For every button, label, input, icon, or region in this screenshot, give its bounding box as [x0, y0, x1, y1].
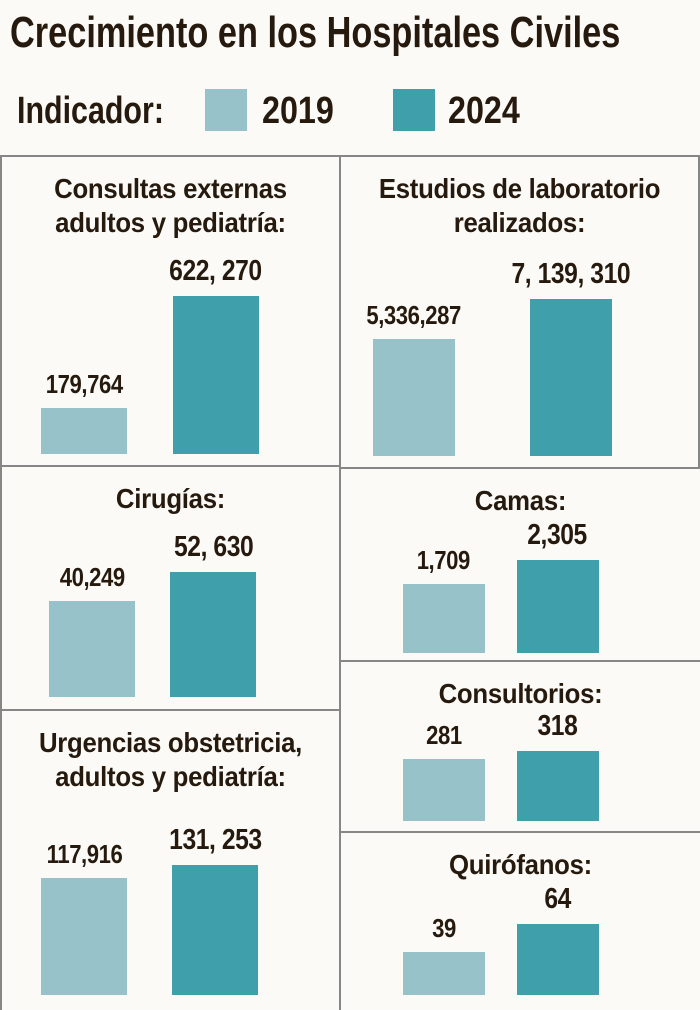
panel-title-line: Cirugías: — [115, 483, 226, 515]
panel-urgencias — [2, 711, 339, 1010]
bar-2024 — [517, 751, 599, 821]
bar-group-2024 — [517, 710, 599, 821]
panel-title — [355, 469, 685, 518]
bar-group-2024 — [167, 531, 260, 697]
left-column — [2, 157, 341, 1010]
bar-2024 — [517, 560, 599, 653]
bar-2024 — [170, 572, 256, 697]
bar-group-2019 — [49, 562, 135, 697]
panel-quirofanos — [341, 833, 700, 1010]
bar-group-2024 — [517, 519, 599, 653]
bars — [341, 883, 700, 995]
bar-2019 — [41, 878, 127, 995]
legend-year-2024: 2024 — [448, 90, 520, 132]
bar-value-2019: 179,764 — [45, 369, 123, 400]
bar-2019 — [403, 759, 485, 821]
bar-group-2019 — [40, 839, 129, 995]
bar-value-2019: 39 — [431, 912, 456, 943]
bar-group-2024 — [517, 883, 599, 995]
bar-2019 — [49, 601, 135, 697]
panel-title-line: Consultorios: — [438, 677, 603, 709]
bar-value-2024: 622, 270 — [169, 255, 263, 288]
panel-title — [15, 711, 325, 794]
panel-camas — [341, 469, 700, 662]
panel-title-line: adultos y pediatría: — [55, 207, 286, 239]
bar-value-2024: 7, 139, 310 — [511, 258, 631, 291]
panel-title-line: Quirófanos: — [449, 849, 592, 881]
bars — [2, 255, 339, 454]
bar-value-2019: 40,249 — [59, 561, 125, 592]
legend-swatch-2024-icon — [393, 89, 435, 131]
bar-group-2019 — [403, 720, 485, 821]
bar-group-2019 — [39, 369, 129, 454]
bar-value-2024: 318 — [537, 710, 578, 743]
bar-group-2019 — [403, 913, 485, 995]
bar-value-2024: 2,305 — [527, 518, 588, 551]
bar-2019 — [403, 584, 485, 653]
bar-value-2024: 64 — [544, 882, 571, 915]
bars — [341, 519, 700, 653]
legend-label: Indicador: — [17, 90, 164, 132]
bar-value-2019: 281 — [425, 720, 462, 751]
panel-title — [15, 467, 325, 516]
bar-value-2019: 117,916 — [46, 839, 122, 870]
bar-group-2024 — [161, 824, 270, 995]
bar-group-2024 — [501, 258, 641, 456]
bars — [341, 710, 700, 821]
legend-year-2019: 2019 — [262, 90, 334, 132]
page-title: Crecimiento en los Hospitales Civiles — [10, 8, 621, 57]
bars — [2, 531, 339, 697]
bar-value-2019: 1,709 — [416, 544, 471, 575]
bar-2024 — [173, 296, 259, 454]
bar-value-2024: 52, 630 — [173, 530, 254, 563]
panel-title-line: realizados: — [453, 207, 586, 239]
panels-grid — [0, 155, 700, 1010]
bars — [2, 824, 339, 995]
bar-2019 — [373, 339, 455, 456]
panel-cirugias — [2, 467, 339, 710]
bar-value-2019: 5,336,287 — [366, 300, 461, 331]
bar-2024 — [172, 865, 258, 995]
bar-group-2019 — [358, 300, 469, 456]
panel-title — [355, 157, 683, 240]
panel-title — [355, 833, 685, 882]
legend-swatch-2019-icon — [205, 89, 247, 131]
panel-consultas-externas — [2, 157, 339, 467]
bar-group-2019 — [403, 545, 485, 653]
bar-2019 — [41, 408, 127, 454]
panel-title-line: Camas: — [474, 485, 567, 517]
panel-estudios-laboratorio — [341, 157, 700, 469]
panel-title — [355, 662, 685, 711]
bar-2024 — [517, 924, 599, 995]
bars — [341, 258, 698, 456]
bar-value-2024: 131, 253 — [168, 824, 262, 857]
panel-title-line: Estudios de laboratorio — [378, 173, 661, 204]
panel-title-line: adultos y pediatría: — [55, 760, 286, 792]
right-column — [341, 157, 700, 1010]
header — [0, 0, 700, 155]
panel-title-line: Consultas externas — [54, 173, 287, 204]
panel-title-line: Urgencias obstetricia, — [38, 726, 303, 758]
bar-2024 — [530, 299, 612, 456]
panel-title — [15, 157, 325, 240]
bar-2019 — [403, 952, 485, 995]
bar-group-2024 — [161, 255, 270, 454]
panel-consultorios — [341, 662, 700, 834]
